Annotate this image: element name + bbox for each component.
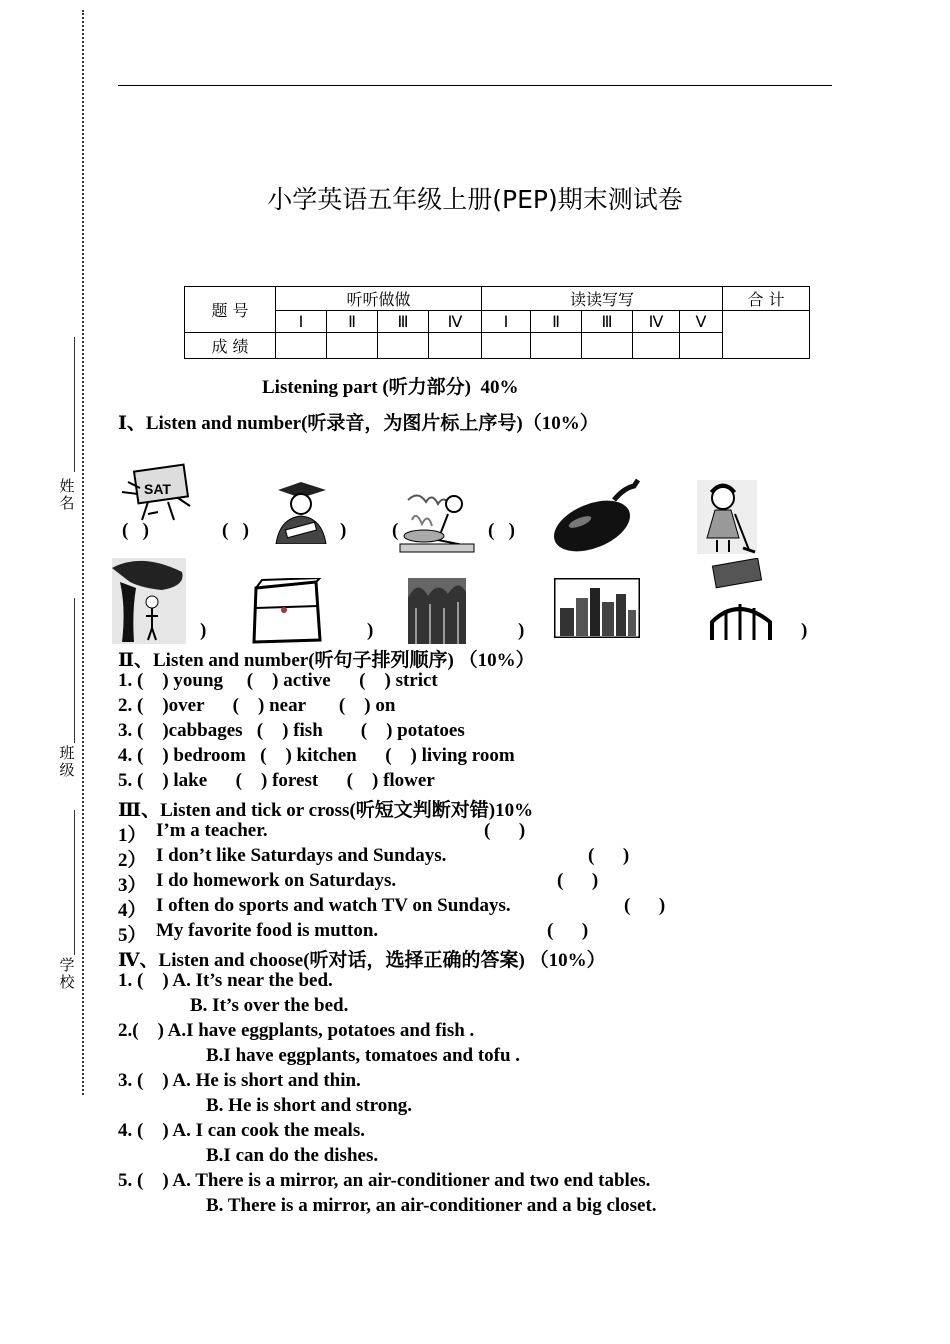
choice-a[interactable]: 1. ( ) A. It’s near the bed. <box>118 970 333 991</box>
score-cell[interactable] <box>327 333 378 359</box>
choice-a[interactable]: 4. ( ) A. I can cook the meals. <box>118 1120 365 1141</box>
score-cell[interactable] <box>482 333 531 359</box>
col-header: Ⅳ <box>429 311 482 333</box>
picture-paren[interactable]: ( ) <box>222 520 249 541</box>
forest-icon <box>408 578 466 644</box>
name-rule <box>74 337 75 472</box>
girl-sweeping-icon <box>697 480 757 554</box>
choice-b[interactable]: B.I can do the dishes. <box>206 1145 379 1166</box>
listening-group-header: 听听做做 <box>276 287 482 311</box>
total-header: 合 计 <box>723 287 810 311</box>
number-line[interactable]: 1. ( ) young ( ) active ( ) strict <box>118 670 438 691</box>
tf-item-number: 3） <box>118 875 147 896</box>
choice-b[interactable]: B. There is a mirror, an air-conditioner and a big closet. <box>206 1195 657 1216</box>
col-header: Ⅴ <box>680 311 723 333</box>
section1-heading: Ⅰ、Listen and number(听录音，为图片标上序号)（10%） <box>118 413 599 434</box>
choice-a[interactable]: 5. ( ) A. There is a mirror, an air-conditioner and two end tables. <box>118 1170 651 1191</box>
choice-a[interactable]: 2.( ) A.I have eggplants, potatoes and fish . <box>118 1020 475 1041</box>
col-header: Ⅰ <box>276 311 327 333</box>
score-table <box>184 286 810 359</box>
closet-icon <box>250 578 324 646</box>
tf-item-number: 1） <box>118 825 147 846</box>
cooking-icon <box>398 490 476 556</box>
number-line[interactable]: 2. ( )over ( ) near ( ) on <box>118 695 396 716</box>
eggplant-icon <box>552 478 642 552</box>
school-rule <box>74 810 75 955</box>
tf-item-text: I’m a teacher. <box>156 820 268 841</box>
picture-paren[interactable]: ( <box>392 520 399 541</box>
tf-item-number: 5） <box>118 925 147 946</box>
score-cell[interactable] <box>633 333 680 359</box>
tf-item-text: I often do sports and watch TV on Sundays. <box>156 895 511 916</box>
svg-text:SAT: SAT <box>144 481 171 497</box>
section4-heading: Ⅳ、Listen and choose(听对话，选择正确的答案) （10%） <box>118 950 606 971</box>
graduate-icon <box>270 478 332 544</box>
score-cell[interactable] <box>582 333 633 359</box>
tf-item-text: I don’t like Saturdays and Sundays. <box>156 845 447 866</box>
score-cell[interactable] <box>429 333 482 359</box>
binding-dotted-line <box>82 10 84 1095</box>
number-line[interactable]: 5. ( ) lake ( ) forest ( ) flower <box>118 770 435 791</box>
class-label: 班级 <box>59 744 75 779</box>
picture-paren[interactable]: ) <box>518 620 525 641</box>
tf-item-text: I do homework on Saturdays. <box>156 870 397 891</box>
class-rule <box>74 598 75 743</box>
row-label-number: 题 号 <box>185 287 276 333</box>
header-rule <box>118 85 832 86</box>
score-cell[interactable] <box>680 333 723 359</box>
city-icon <box>554 578 640 638</box>
number-line[interactable]: 4. ( ) bedroom ( ) kitchen ( ) living room <box>118 745 515 766</box>
picture-paren[interactable]: ) <box>200 620 207 641</box>
score-cell[interactable] <box>531 333 582 359</box>
choice-b[interactable]: B. It’s over the bed. <box>190 995 349 1016</box>
number-line[interactable]: 3. ( )cabbages ( ) fish ( ) potatoes <box>118 720 465 741</box>
picture-paren[interactable]: ( ) <box>122 520 149 541</box>
reading-group-header: 读读写写 <box>482 287 723 311</box>
score-cell[interactable] <box>276 333 327 359</box>
col-header: Ⅲ <box>378 311 429 333</box>
air-conditioner-icon <box>708 558 774 642</box>
school-label: 学校 <box>59 956 75 991</box>
tf-item-text: My favorite food is mutton. <box>156 920 379 941</box>
col-header: Ⅱ <box>327 311 378 333</box>
score-cell[interactable] <box>378 333 429 359</box>
tf-answer-paren[interactable]: ( ) <box>588 845 630 866</box>
tf-answer-paren[interactable]: ( ) <box>557 870 599 891</box>
total-cell[interactable] <box>723 311 810 359</box>
section2-heading: Ⅱ、Listen and number(听句子排列顺序) （10%） <box>118 650 535 671</box>
tf-answer-paren[interactable]: ( ) <box>547 920 589 941</box>
section3-heading: Ⅲ、Listen and tick or cross(听短文判断对错)10% <box>118 800 534 821</box>
row-label-score: 成 绩 <box>185 333 276 359</box>
picture-paren[interactable]: ) <box>367 620 374 641</box>
picture-paren[interactable]: ) <box>340 520 347 541</box>
tree-boy-icon <box>112 558 186 644</box>
page-title: 小学英语五年级上册(PEP)期末测试卷 <box>267 185 683 214</box>
col-header: Ⅳ <box>633 311 680 333</box>
tf-item-number: 4） <box>118 900 147 921</box>
tf-answer-paren[interactable]: ( ) <box>624 895 666 916</box>
tf-answer-paren[interactable]: ( ) <box>484 820 526 841</box>
picture-paren[interactable]: ) <box>801 620 808 641</box>
picture-paren[interactable]: ( ) <box>488 520 515 541</box>
tf-item-number: 2） <box>118 850 147 871</box>
col-header: Ⅱ <box>531 311 582 333</box>
choice-b[interactable]: B. He is short and strong. <box>206 1095 413 1116</box>
listening-heading: Listening part (听力部分) 40% <box>262 377 519 398</box>
col-header: Ⅲ <box>582 311 633 333</box>
name-label: 姓名 <box>59 477 75 512</box>
choice-a[interactable]: 3. ( ) A. He is short and thin. <box>118 1070 361 1091</box>
sat-book-icon <box>118 462 194 524</box>
col-header: Ⅰ <box>482 311 531 333</box>
choice-b[interactable]: B.I have eggplants, tomatoes and tofu . <box>206 1045 521 1066</box>
